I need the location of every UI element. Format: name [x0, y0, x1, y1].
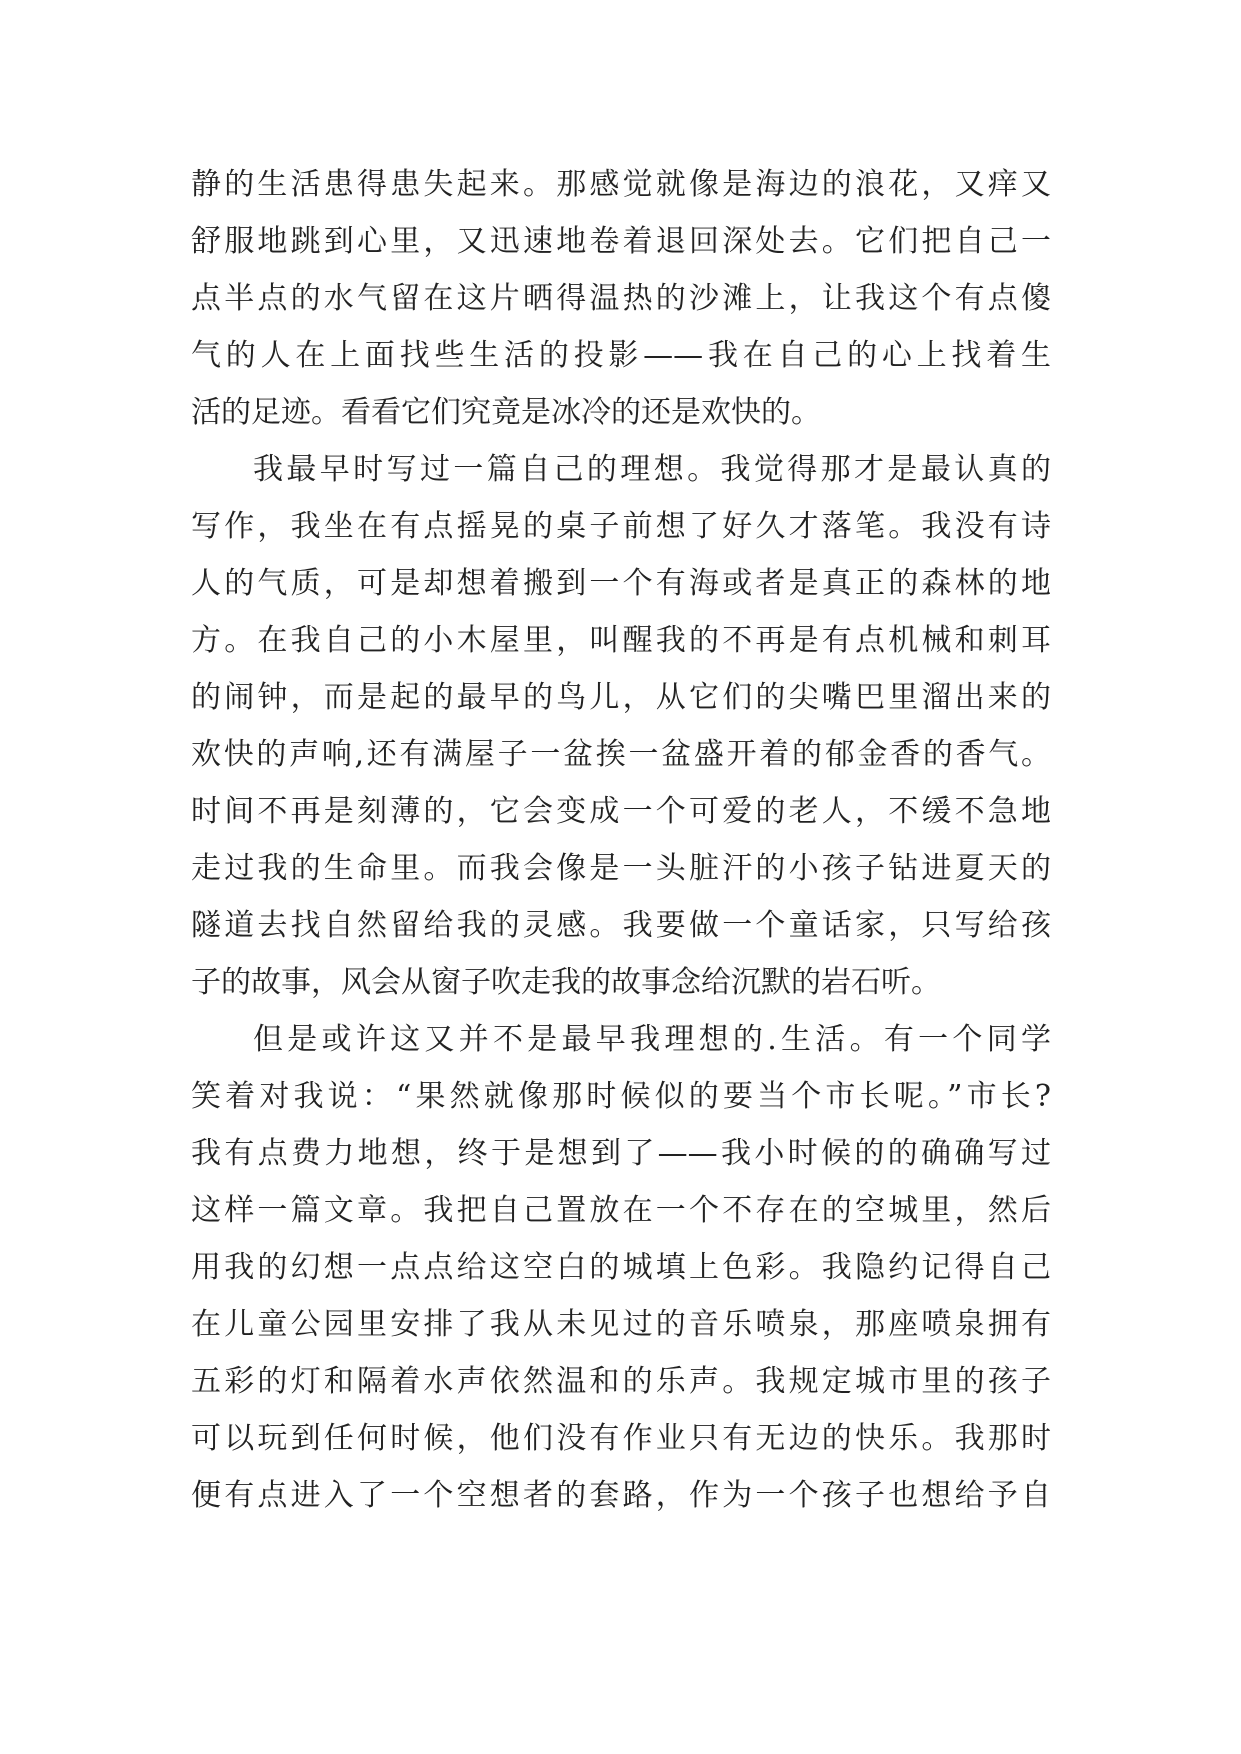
- text-line: 隧道去找自然留给我的灵感。我要做一个童话家，只写给孩: [191, 908, 1051, 943]
- text-line: 写作，我坐在有点摇晃的桌子前想了好久才落笔。我没有诗: [191, 509, 1051, 544]
- text-line: 这样一篇文章。我把自己置放在一个不存在的空城里，然后: [191, 1193, 1051, 1228]
- text-line: 我最早时写过一篇自己的理想。我觉得那才是最认真的: [253, 452, 1051, 487]
- text-line: 时间不再是刻薄的，它会变成一个可爱的老人，不缓不急地: [191, 794, 1051, 829]
- text-line: 子的故事，风会从窗子吹走我的故事念给沉默的岩石听。: [191, 965, 941, 1000]
- text-line: 可以玩到任何时候，他们没有作业只有无边的快乐。我那时: [191, 1421, 1051, 1456]
- text-line: 点半点的水气留在这片晒得温热的沙滩上，让我这个有点傻: [191, 281, 1051, 316]
- text-line: 在儿童公园里安排了我从未见过的音乐喷泉，那座喷泉拥有: [191, 1307, 1051, 1342]
- body-text: [191, 156, 1051, 1524]
- text-line: 笑着对我说：“果然就像那时候似的要当个市长呢。”市长?: [191, 1079, 1051, 1114]
- text-line: 便有点进入了一个空想者的套路，作为一个孩子也想给予自: [191, 1478, 1051, 1513]
- text-line: 方。在我自己的小木屋里，叫醒我的不再是有点机械和刺耳: [191, 623, 1051, 658]
- text-line: 走过我的生命里。而我会像是一头脏汗的小孩子钻进夏天的: [191, 851, 1051, 886]
- text-line: 但是或许这又并不是最早我理想的.生活。有一个同学: [253, 1022, 1051, 1057]
- text-line: 的闹钟，而是起的最早的鸟儿，从它们的尖嘴巴里溜出来的: [191, 680, 1051, 715]
- text-line: 欢快的声响,还有满屋子一盆挨一盆盛开着的郁金香的香气。: [191, 737, 1051, 772]
- text-line: 气的人在上面找些生活的投影——我在自己的心上找着生: [191, 338, 1051, 373]
- text-line: 我有点费力地想，终于是想到了——我小时候的的确确写过: [191, 1136, 1051, 1171]
- text-line: 活的足迹。看看它们究竟是冰冷的还是欢快的。: [191, 395, 821, 430]
- text-line: 舒服地跳到心里，又迅速地卷着退回深处去。它们把自己一: [191, 224, 1051, 259]
- text-line: 静的生活患得患失起来。那感觉就像是海边的浪花，又痒又: [191, 167, 1051, 202]
- text-line: 用我的幻想一点点给这空白的城填上色彩。我隐约记得自己: [191, 1250, 1051, 1285]
- text-line: 五彩的灯和隔着水声依然温和的乐声。我规定城市里的孩子: [191, 1364, 1051, 1399]
- text-line: 人的气质，可是却想着搬到一个有海或者是真正的森林的地: [191, 566, 1051, 601]
